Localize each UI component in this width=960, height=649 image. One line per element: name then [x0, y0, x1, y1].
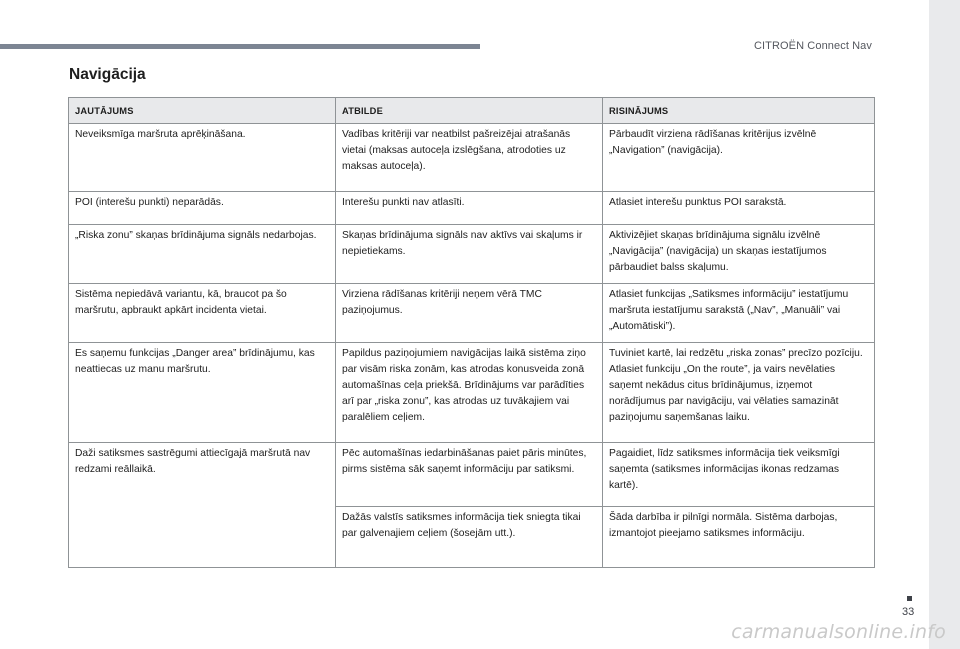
solution-cell: Aktivizējiet skaņas brīdinājuma signālu izvēlnē „Navigācija” (navigācija) un skaņas iestatījumos pārbaudiet balss skaļumu. — [603, 225, 875, 284]
answer-cell: Virziena rādīšanas kritēriji neņem vērā TMC paziņojumus. — [336, 284, 603, 343]
section-title: Navigācija — [69, 66, 146, 83]
question-cell: Sistēma nepiedāvā variantu, kā, braucot pa šo maršrutu, apbraukt apkārt incidenta vietai. — [69, 284, 336, 343]
question-cell: „Riska zonu” skaņas brīdinājuma signāls nedarbojas. — [69, 225, 336, 284]
table-row — [69, 507, 875, 568]
solution-cell: Pagaidiet, līdz satiksmes informācija tiek veiksmīgi saņemta (satiksmes informācijas ikonas redzamas kartē). — [603, 443, 875, 507]
solution-cell: Atlasiet interešu punktus POI sarakstā. — [603, 192, 875, 225]
answer-cell: Dažās valstīs satiksmes informācija tiek sniegta tikai par galvenajiem ceļiem (šosejām utt.). — [336, 507, 603, 568]
page-edge-strip — [929, 0, 960, 649]
column-header-solution: RISINĀJUMS — [603, 98, 875, 124]
answer-cell: Pēc automašīnas iedarbināšanas paiet pāris minūtes, pirms sistēma sāk saņemt informāciju par satiksmi. — [336, 443, 603, 507]
troubleshooting-table — [68, 97, 875, 568]
table-row — [69, 124, 875, 192]
question-cell — [69, 507, 336, 568]
column-header-answer: ATBILDE — [336, 98, 603, 124]
table-header-row — [69, 98, 875, 124]
answer-cell: Papildus paziņojumiem navigācijas laikā sistēma ziņo par visām riska zonām, kas atrodas konusveida zonā automašīnas ceļa priekšā. Brīdinājums var parādīties arī par „riska zonu”, kas atrodas uz tuvākajiem vai paralēliem ceļiem. — [336, 343, 603, 443]
question-cell: Neveiksmīga maršruta aprēķināšana. — [69, 124, 336, 192]
question-cell: POI (interešu punkti) neparādās. — [69, 192, 336, 225]
question-cell: Es saņemu funkcijas „Danger area” brīdinājumu, kas neattiecas uz manu maršrutu. — [69, 343, 336, 443]
page-marker-square — [907, 596, 912, 601]
answer-cell: Interešu punkti nav atlasīti. — [336, 192, 603, 225]
column-header-question: JAUTĀJUMS — [69, 98, 336, 124]
answer-cell: Vadības kritēriji var neatbilst pašreizējai atrašanās vietai (maksas autoceļa izslēgšana, atrodoties uz maksas autoceļa). — [336, 124, 603, 192]
table-row — [69, 343, 875, 443]
answer-cell: Skaņas brīdinājuma signāls nav aktīvs vai skaļums ir nepietiekams. — [336, 225, 603, 284]
watermark: carmanualsonline.info — [731, 621, 946, 643]
solution-cell: Tuviniet kartē, lai redzētu „riska zonas” precīzo pozīciju. Atlasiet funkciju „On the route”, ja vairs nevēlaties saņemt nekādus citus brīdinājumus, izņemot norādījumus par navigāciju, vai vēlaties samazināt paziņojumu saņemšanas laiku. — [603, 343, 875, 443]
header-brand: CITROËN Connect Nav — [753, 40, 872, 52]
table-row — [69, 225, 875, 284]
solution-cell: Atlasiet funkcijas „Satiksmes informāciju” iestatījumu maršruta iestatījumu sarakstā („Nav”, „Manuāli” vai „Automātiski”). — [603, 284, 875, 343]
table-row — [69, 192, 875, 225]
solution-cell: Šāda darbība ir pilnīgi normāla. Sistēma darbojas, izmantojot pieejamo satiksmes informāciju. — [603, 507, 875, 568]
question-cell: Daži satiksmes sastrēgumi attiecīgajā maršrutā nav redzami reāllaikā. — [69, 443, 336, 507]
solution-cell: Pārbaudīt virziena rādīšanas kritērijus izvēlnē „Navigation” (navigācija). — [603, 124, 875, 192]
table-row — [69, 284, 875, 343]
page-number: 33 — [902, 606, 915, 618]
table-row — [69, 443, 875, 507]
header-rule — [0, 44, 480, 49]
